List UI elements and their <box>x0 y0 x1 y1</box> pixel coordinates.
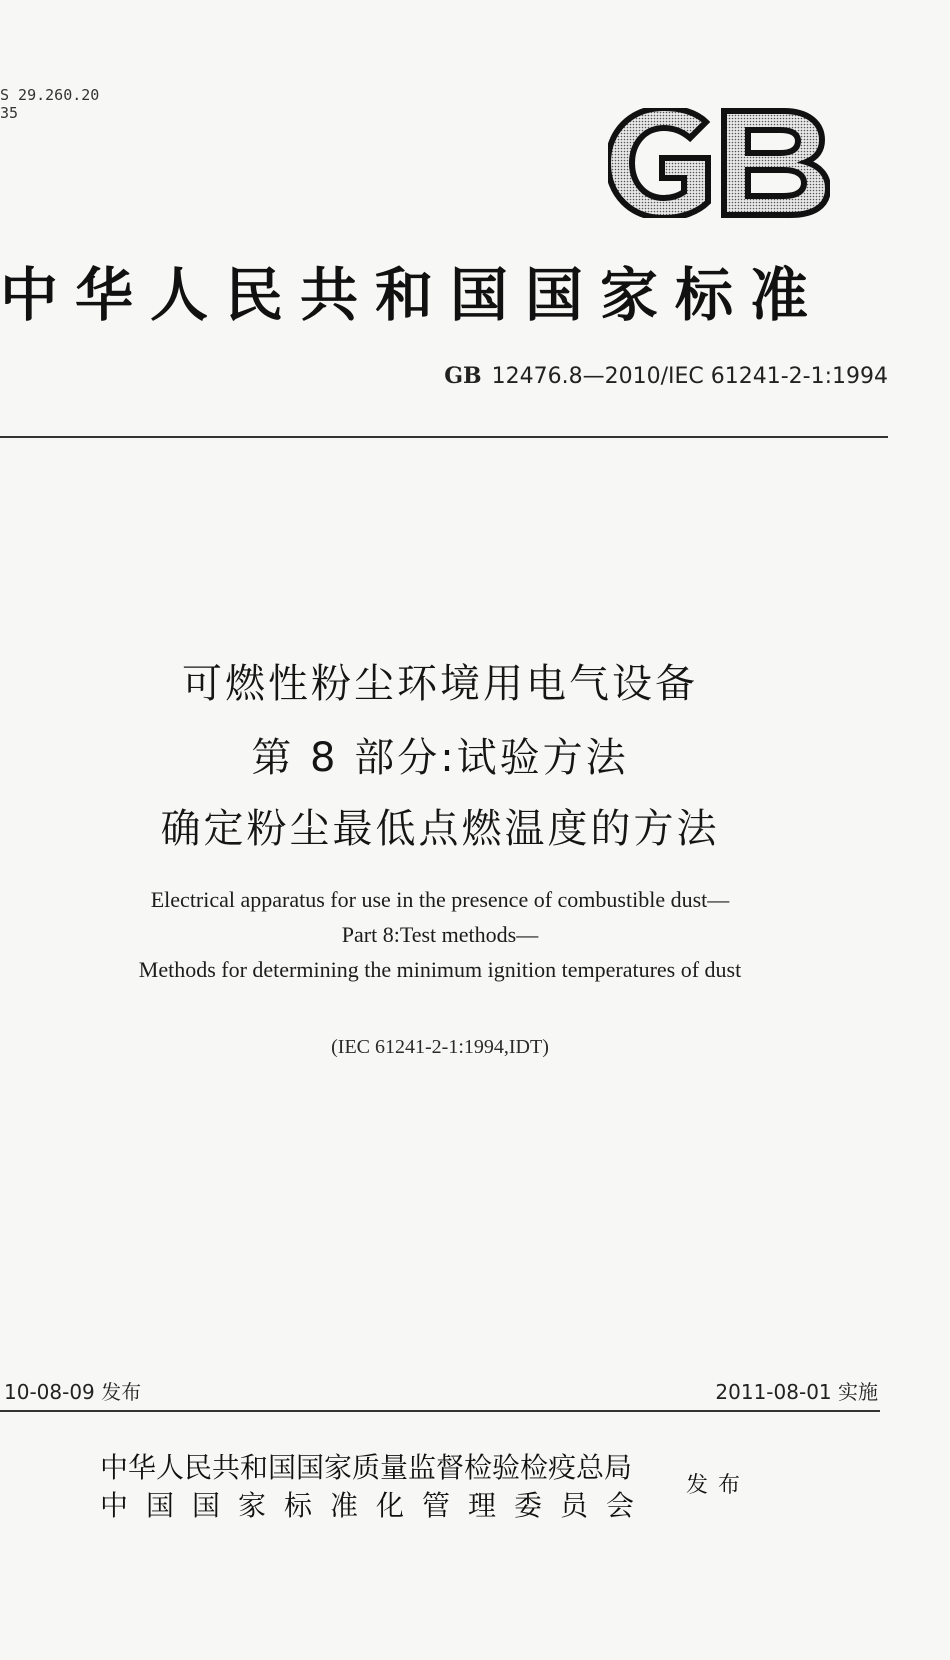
title-en-line3: Methods for determining the minimum ignition temperatures of dust <box>138 957 742 982</box>
national-standard-heading: 中华人民共和国国家标准 <box>0 261 826 329</box>
header-divider <box>0 436 888 438</box>
issuer-sac: 中国国家标准化管理委员会 <box>100 1489 653 1522</box>
standard-number <box>444 363 888 389</box>
standard-prefix: GB <box>444 363 482 389</box>
title-en-line2: Part 8:Test methods— <box>341 922 539 947</box>
gb-logo-icon <box>608 108 830 218</box>
classification-codes <box>0 86 99 122</box>
effective-date: 2011-08-01 实施 <box>715 1380 878 1404</box>
standard-number-value: 12476.8—2010/IEC 61241-2-1:1994 <box>491 364 888 389</box>
ccs-code: 35 <box>0 104 19 122</box>
issuer-aqsiq: 中华人民共和国国家质量监督检验检疫总局 <box>100 1451 633 1484</box>
title-en-line1: Electrical apparatus for use in the presence of combustible dust— <box>150 887 730 912</box>
title-cn-line3: 确定粉尘最低点燃温度的方法 <box>160 806 720 852</box>
footer-divider <box>0 1410 880 1412</box>
title-cn-line2: 第 8 部分:试验方法 <box>251 735 629 781</box>
ics-code: S 29.260.20 <box>0 86 100 104</box>
issue-action: 发布 <box>686 1473 751 1498</box>
issue-date: 10-08-09 发布 <box>4 1380 142 1404</box>
adoption-note: (IEC 61241-2-1:1994,IDT) <box>331 1036 549 1058</box>
title-cn-line1: 可燃性粉尘环境用电气设备 <box>182 661 698 707</box>
